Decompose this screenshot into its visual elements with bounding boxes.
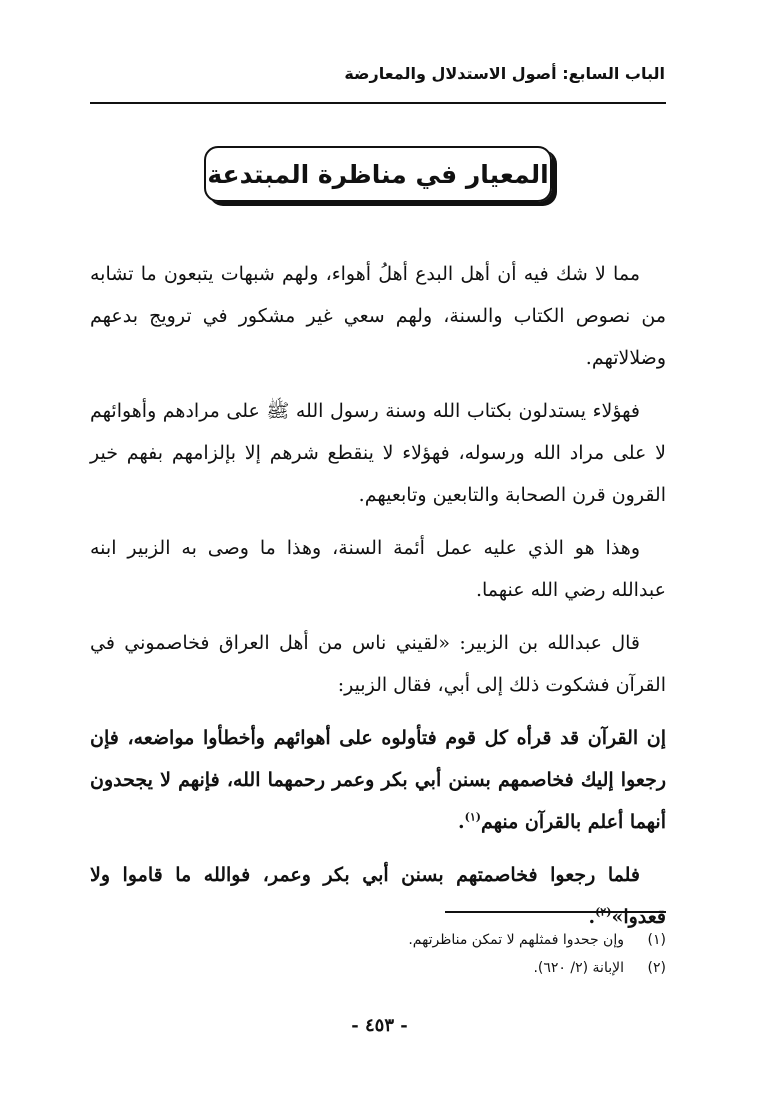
header-rule	[90, 102, 666, 104]
body-text	[90, 253, 666, 949]
paragraph-3: وهذا هو الذي عليه عمل أئمة السنة، وهذا ما وصى به الزبير ابنه عبدالله رضي الله عنهما.	[90, 537, 666, 601]
paragraph-5-text: إن القرآن قد قرأه كل قوم فتأولوه على أهوائهم وأخطأوا مواضعه، فإن رجعوا إليك فخاصمهم بسنن أبي بكر وعمر رحمهما الله، فإنهم لا يجحدون أنهما أعلم بالقرآن منهم	[90, 727, 666, 833]
footnote-1	[90, 926, 666, 954]
page-number: - ٤٥٣ -	[351, 1015, 408, 1036]
running-header: الباب السابع: أصول الاستدلال والمعارضة	[344, 64, 665, 83]
paragraph-1: مما لا شك فيه أن أهل البدع أهلُ أهواء، ولهم شبهات يتبعون ما تشابه من نصوص الكتاب والسنة، ولهم سعي غير مشكور في ترويج بدعهم وضلالاتهم.	[90, 263, 666, 369]
section-title-box	[204, 146, 552, 202]
footnote-rule	[445, 911, 666, 913]
footnote-2	[90, 954, 666, 982]
paragraph-5-end: .	[458, 811, 465, 833]
paragraph-5	[90, 717, 666, 843]
paragraph-6-text: فلما رجعوا فخاصمتهم بسنن أبي بكر وعمر، فوالله ما قاموا ولا قعدوا»	[90, 864, 666, 928]
footnote-ref-1: (١)	[464, 810, 481, 824]
paragraph-2: فهؤلاء يستدلون بكتاب الله وسنة رسول الله ﷺ على مرادهم وأهوائهم لا على مراد الله ورسوله، فهؤلاء لا ينقطع شرهم إلا بإلزامهم بفهم خير القرون قرن الصحابة والتابعين وتابعيهم.	[90, 400, 666, 506]
footnote-text: الإبانة (٢/ ٦٢٠).	[533, 960, 624, 976]
footnote-number: (١)	[647, 932, 666, 948]
footnotes	[90, 926, 666, 982]
section-title: المعيار في مناظرة المبتدعة	[207, 159, 549, 189]
paragraph-6-end: .	[588, 906, 596, 928]
footnote-text: وإن جحدوا فمثلهم لا تمكن مناظرتهم.	[408, 932, 624, 948]
footnote-ref-2: (٢)	[595, 905, 612, 919]
footnote-number: (٢)	[647, 960, 666, 976]
paragraph-4: قال عبدالله بن الزبير: «لقيني ناس من أهل العراق فخاصموني في القرآن فشكوت ذلك إلى أبي، فقال الزبير:	[90, 632, 666, 696]
